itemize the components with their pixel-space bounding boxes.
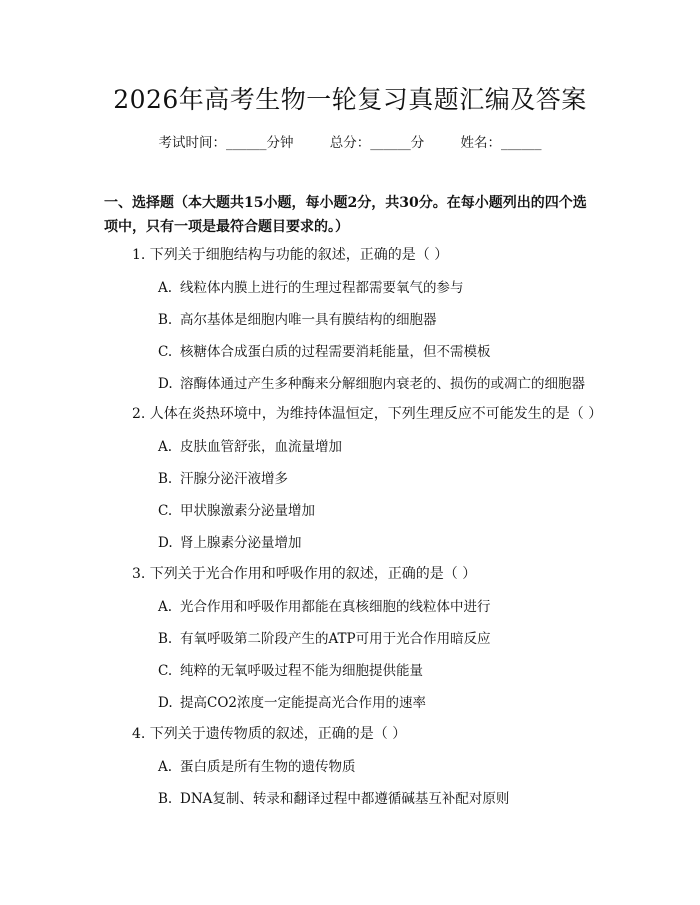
question-option xyxy=(158,499,315,519)
option-text: 有氧呼吸第二阶段产生的ATP可用于光合作用暗反应 xyxy=(180,631,491,647)
question-option xyxy=(158,659,423,679)
option-text: 线粒体内膜上进行的生理过程都需要氧气的参与 xyxy=(180,280,464,296)
question-option xyxy=(158,340,491,360)
option-letter: C. xyxy=(158,663,173,679)
option-text: 皮肤血管舒张，血流量增加 xyxy=(180,439,342,455)
option-letter: B. xyxy=(158,471,173,487)
option-text: 溶酶体通过产生多种酶来分解细胞内衰老的、损伤的或凋亡的细胞器 xyxy=(180,376,585,392)
option-letter: A. xyxy=(158,439,173,455)
student-name-field: 姓名：______ xyxy=(460,135,542,151)
question-stem: 2. 人体在炎热环境中，为维持体温恒定，下列生理反应不可能发生的是（ ） xyxy=(132,406,603,422)
question-option xyxy=(158,595,491,615)
option-letter: D. xyxy=(158,695,173,711)
question-option xyxy=(158,691,426,711)
option-text: 甲状腺激素分泌量增加 xyxy=(180,503,315,519)
exam-time-field: 考试时间：______分钟 xyxy=(158,135,294,151)
option-letter: C. xyxy=(158,344,173,360)
option-text: 肾上腺素分泌量增加 xyxy=(180,535,302,551)
option-letter: B. xyxy=(158,791,173,807)
option-text: 提高CO2浓度一定能提高光合作用的速率 xyxy=(180,695,426,711)
option-letter: D. xyxy=(158,376,173,392)
option-letter: C. xyxy=(158,503,173,519)
question-stem: 3. 下列关于光合作用和呼吸作用的叙述，正确的是（ ） xyxy=(132,566,477,582)
question-option xyxy=(158,372,585,392)
question-option xyxy=(158,308,437,328)
option-text: 高尔基体是细胞内唯一具有膜结构的细胞器 xyxy=(180,312,437,328)
option-text: 蛋白质是所有生物的遗传物质 xyxy=(180,759,356,775)
question-stem: 4. 下列关于遗传物质的叙述，正确的是（ ） xyxy=(132,726,407,742)
option-text: DNA复制、转录和翻译过程中都遵循碱基互补配对原则 xyxy=(180,791,510,807)
question-option xyxy=(158,276,464,296)
option-text: 光合作用和呼吸作用都能在真核细胞的线粒体中进行 xyxy=(180,599,491,615)
option-letter: D. xyxy=(158,535,173,551)
option-text: 纯粹的无氧呼吸过程不能为细胞提供能量 xyxy=(180,663,423,679)
option-letter: A. xyxy=(158,280,173,296)
question-option xyxy=(158,755,356,775)
question-option xyxy=(158,787,509,807)
question-stem: 1. 下列关于细胞结构与功能的叙述，正确的是（ ） xyxy=(132,247,449,263)
total-score-field: 总分：______分 xyxy=(329,135,425,151)
question-option xyxy=(158,531,302,551)
option-letter: B. xyxy=(158,631,173,647)
exam-meta xyxy=(0,131,700,151)
question-option xyxy=(158,467,288,487)
option-letter: B. xyxy=(158,312,173,328)
question-option xyxy=(158,627,491,647)
option-text: 汗腺分泌汗液增多 xyxy=(180,471,288,487)
option-letter: A. xyxy=(158,759,173,775)
question-option xyxy=(158,435,342,455)
option-letter: A. xyxy=(158,599,173,615)
page-title: 2026年高考生物一轮复习真题汇编及答案 xyxy=(113,85,587,114)
section-heading: 一、选择题（本大题共15小题，每小题2分，共30分。在每小题列出的四个选项中，只有一项是最符合题目要求的。） xyxy=(104,195,587,235)
option-text: 核糖体合成蛋白质的过程需要消耗能量，但不需模板 xyxy=(180,344,491,360)
